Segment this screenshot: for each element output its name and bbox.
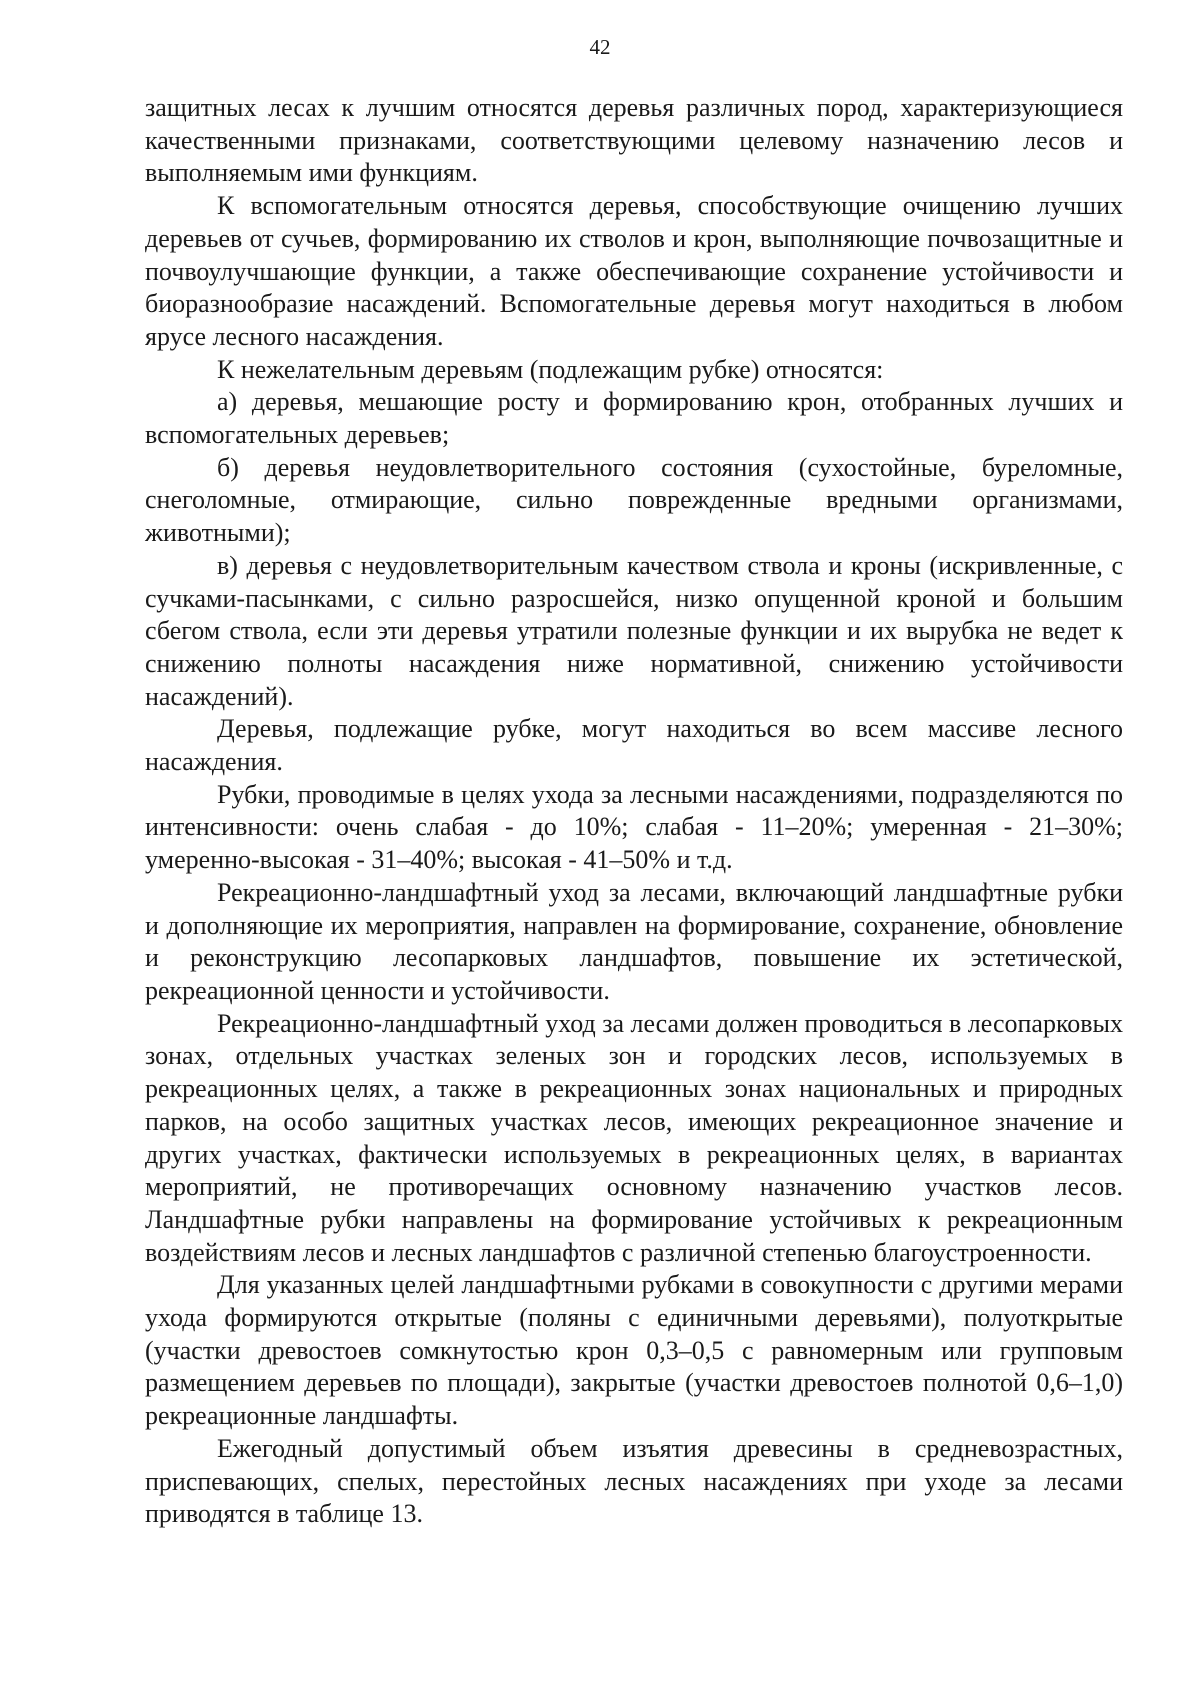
- list-item-a: а) деревья, мешающие росту и формированию крон, отобранных лучших и вспомогательных деревьев;: [145, 387, 1123, 450]
- list-item-c: в) деревья с неудовлетворительным качеством ствола и кроны (искривленные, с сучками-пасынками, с сильно разросшейся, низко опущенной кроной и большим сбегом ствола, если эти деревья утратили полезные функции и их вырубка не ведет к снижению полноты насаждения ниже нормативной, снижению устойчивости насаждений).: [145, 550, 1123, 711]
- paragraph-8: Рубки, проводимые в целях ухода за лесными насаждениями, подразделяются по интенсивности: очень слабая - до 10%; слабая - 11–20%; умеренная - 21–30%; умеренно-высокая - 31–40%; высокая - 41–50% и т.д.: [145, 779, 1123, 875]
- paragraph-1: защитных лесах к лучшим относятся деревья различных пород, характеризующиеся качественными признаками, соответствующими целевому назначению лесов и выполняемым ими функциям.: [145, 93, 1123, 188]
- paragraph-12: Ежегодный допустимый объем изъятия древесины в средневозрастных, приспевающих, спелых, перестойных лесных насаждениях при уходе за лесами приводятся в таблице 13.: [145, 1433, 1123, 1529]
- paragraph-9: Рекреационно-ландшафтный уход за лесами, включающий ландшафтные рубки и дополняющие их мероприятия, направлен на формирование, сохранение, обновление и реконструкцию лесопарковых ландшафтов, повышение их эстетической, рекреационной ценности и устойчивости.: [145, 877, 1123, 1005]
- paragraph-11: Для указанных целей ландшафтными рубками в совокупности с другими мерами ухода формируются открытые (поляны с единичными деревьями), полуоткрытые (участки древостоев сомкнутостью крон 0,3–0,5 с равномерным или групповым размещением деревьев по площади), закрытые (участки древостоев полнотой 0,6–1,0) рекреационные ландшафты.: [145, 1270, 1123, 1431]
- paragraph-3: К нежелательным деревьям (подлежащим рубке) относятся:: [217, 354, 884, 384]
- list-item-b: б) деревья неудовлетворительного состояния (сухостойные, буреломные, снеголомные, отмирающие, сильно поврежденные вредными организмами, животными);: [145, 452, 1123, 548]
- paragraph-7: Деревья, подлежащие рубке, могут находиться во всем массиве лесного насаждения.: [145, 714, 1123, 777]
- document-body: [145, 92, 1123, 1531]
- paragraph-2: К вспомогательным относятся деревья, способствующие очищению лучших деревьев от сучьев, формированию их стволов и крон, выполняющие почвозащитные и почвоулучшающие функции, а также обеспечивающие сохранение устойчивости и биоразнообразие насаждений. Вспомогательные деревья могут находиться в любом ярусе лесного насаждения.: [145, 191, 1123, 351]
- page-number: 42: [589, 35, 611, 59]
- paragraph-10: Рекреационно-ландшафтный уход за лесами должен проводиться в лесопарковых зонах, отдельных участках зеленых зон и городских лесов, используемых в рекреационных целях, а также в рекреационных зонах национальных и природных парков, на особо защитных участках лесов, имеющих рекреационное значение и других участках, фактически используемых в рекреационных целях, в вариантах мероприятий, не противоречащих основному назначению участков лесов. Ландшафтные рубки направлены на формирование устойчивых к рекреационным воздействиям лесов и лесных ландшафтов с различной степенью благоустроенности.: [145, 1008, 1124, 1267]
